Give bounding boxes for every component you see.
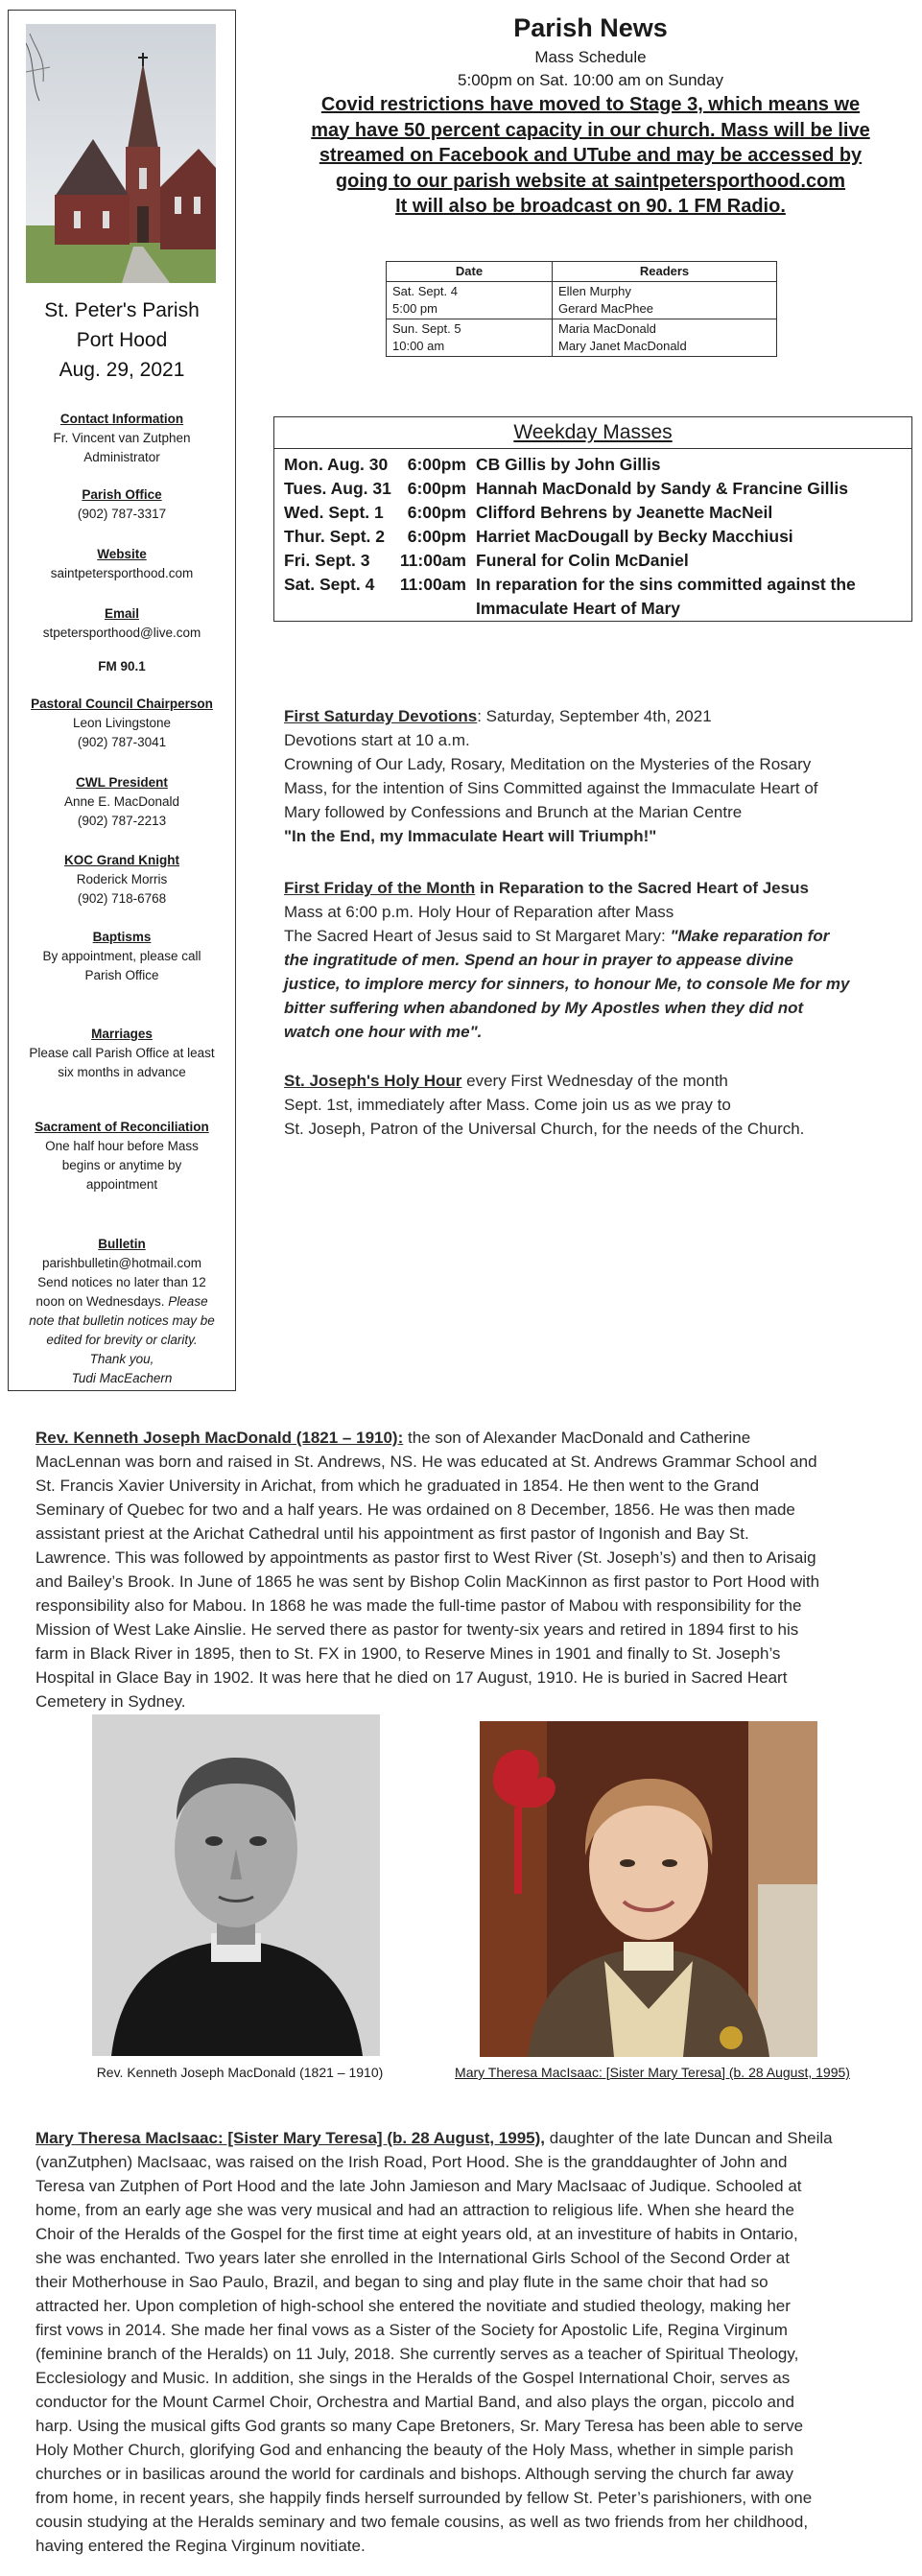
table-cell-readers <box>553 319 777 357</box>
date-line: Sat. Sept. 4 <box>392 284 458 298</box>
email-heading: Email <box>104 606 140 621</box>
first-friday-quote: bitter suffering when abandoned by My Apostles when they did not <box>284 999 804 1017</box>
first-friday-line: The Sacred Heart of Jesus said to St Margaret Mary: <box>284 927 671 945</box>
koc-heading: KOC Grand Knight <box>64 853 179 867</box>
bulletin-line: Send notices no later than 12 <box>37 1275 206 1289</box>
first-friday-line: Mass at 6:00 p.m. Holy Hour of Reparation after Mass <box>284 903 674 921</box>
bio-line: assistant priest at the Arichat Cathedral until his appointment as first pastor of Ingonish and Bay St. <box>35 1524 749 1543</box>
macdonald-caption: Rev. Kenneth Joseph MacDonald (1821 – 1910) <box>96 2065 384 2080</box>
readers-table <box>386 261 777 357</box>
mass-day: Sat. Sept. 4 <box>284 575 375 594</box>
bio-line: from home, in recent years, she happily finds herself surrounded by fellow St. Peter’s parishioners, with one <box>35 2489 813 2507</box>
mass-row <box>274 453 911 477</box>
office-heading: Parish Office <box>82 487 162 502</box>
mass-day: Thur. Sept. 2 <box>284 527 386 546</box>
cwl-section <box>9 773 235 831</box>
mass-times: 5:00pm on Sat. 10:00 am on Sunday <box>458 71 723 89</box>
first-saturday-heading-line <box>284 704 898 728</box>
holy-hour-heading: St. Joseph's Holy Hour <box>284 1072 462 1090</box>
first-saturday-line: Mary followed by Confessions and Brunch at the Marian Centre <box>284 803 743 821</box>
first-saturday-line: Mass, for the intention of Sins Committed against the Immaculate Heart of <box>284 779 818 797</box>
bulletin-date: Aug. 29, 2021 <box>59 359 185 381</box>
reconciliation-line: begins or anytime by <box>61 1158 182 1172</box>
bio-line: Mission of West Lake Ainslie. He served there as pastor for twenty-six years and retired in 1894 first to his <box>35 1620 799 1639</box>
first-friday-quote: "Make reparation for <box>670 927 830 945</box>
bio-line: responsibility also for Mabou. In 1868 he was made the full-time pastor of Mabou with responsibility for the <box>35 1596 802 1615</box>
macisaac-caption: Mary Theresa MacIsaac: [Sister Mary Teresa] (b. 28 August, 1995) <box>455 2065 850 2080</box>
mass-intention: CB Gillis by John Gillis <box>476 455 661 474</box>
mass-time: 11:00am <box>399 551 466 570</box>
mass-intention: Clifford Behrens by Jeanette MacNeil <box>476 503 773 522</box>
first-friday-quote: the ingratitude of men. Spend an hour in prayer to appease divine <box>284 951 793 969</box>
koc-name: Roderick Morris <box>76 872 168 886</box>
bio-line: Lawrence. This was followed by appointments as pastor first to West River (St. Joseph’s) and then to Arisaig <box>35 1548 816 1567</box>
cwl-phone: (902) 787-2213 <box>77 814 167 828</box>
covid-line: It will also be broadcast on 90. 1 FM Radio. <box>395 196 786 217</box>
mass-intention: Immaculate Heart of Mary <box>476 599 680 618</box>
pastoral-name: Leon Livingstone <box>72 716 172 730</box>
table-row <box>387 282 777 319</box>
cwl-name: Anne E. MacDonald <box>63 794 180 809</box>
parish-name: St. Peter's Parish <box>44 299 200 321</box>
macdonald-bio <box>35 1426 904 1713</box>
weekday-masses-title: Weekday Masses <box>274 417 911 449</box>
contact-heading: Contact Information <box>59 412 184 426</box>
bio-line: Seminary of Quebec for two and a half years. He was ordained on 8 December, 1856. He was then made <box>35 1501 795 1519</box>
reconciliation-heading: Sacrament of Reconciliation <box>35 1120 209 1134</box>
bio-line: attracted her. Upon completion of high-school she entered the novitiate and studied theology, making her <box>35 2297 791 2315</box>
first-friday-quote: watch one hour with me". <box>284 1023 483 1041</box>
website-url[interactable]: saintpetersporthood.com <box>50 566 194 580</box>
mass-row <box>274 597 911 621</box>
covid-line: going to our parish website at saintpetersporthood.com <box>335 170 846 192</box>
bulletin-note: Please <box>168 1294 208 1309</box>
macisaac-portrait <box>480 1721 817 2057</box>
bio-line: St. Francis Xavier University in Arichat, from which he graduated in 1854. He then went to the Grand <box>35 1477 760 1495</box>
mass-row <box>274 501 911 525</box>
baptisms-line: Parish Office <box>84 968 159 982</box>
mass-time: 6:00pm <box>407 503 466 522</box>
mass-row <box>274 477 911 501</box>
first-saturday-line: Crowning of Our Lady, Rosary, Meditation on the Mysteries of the Rosary <box>284 755 812 773</box>
bio-line: churches or in basilicas around the world for cardinals and bishops. Although serving the church far away <box>35 2465 793 2483</box>
mass-intention: Harriet MacDougall by Becky Macchiusi <box>476 527 793 546</box>
bio-line: and Bailey’s Brook. In June of 1865 he was sent by Bishop Colin MacKinnon as first pastor to Port Hood with <box>35 1572 820 1591</box>
bio-line: Teresa van Zutphen of Port Hood and the late John Jamieson and Mary MacIsaac of Judique. Schooled at <box>35 2177 802 2195</box>
mass-row <box>274 549 911 573</box>
mass-time: 6:00pm <box>407 455 466 474</box>
marriages-section <box>9 1025 235 1082</box>
bulletin-line-mixed <box>9 1292 235 1312</box>
holy-hour-line: St. Joseph, Patron of the Universal Church, for the needs of the Church. <box>284 1120 805 1138</box>
contact-section <box>9 410 235 467</box>
email-section <box>9 604 235 643</box>
bio-line: (feminine branch of the Heralds) on 11 July, 2018. She currently serves as a teacher of Spiritual Theology, <box>35 2345 799 2363</box>
bulletin-note: note that bulletin notices may be <box>29 1313 215 1328</box>
bulletin-section <box>9 1235 235 1388</box>
covid-line: streamed on Facebook and UTube and may be accessed by <box>319 145 863 166</box>
bulletin-note: Thank you, <box>89 1352 154 1366</box>
first-friday-line-mixed <box>284 924 898 948</box>
bio-line: their Motherhouse in Sao Paulo, Brazil, and began to sing and play flute in the same choir that had so <box>35 2273 768 2291</box>
bulletin-heading: Bulletin <box>98 1237 146 1251</box>
pastoral-heading: Pastoral Council Chairperson <box>31 697 213 711</box>
reader-name: Ellen Murphy <box>558 284 631 298</box>
bio-line: Hospital in Glace Bay in 1902. It was here that he died on 17 August, 1910. He is buried in Sacred Heart <box>35 1668 788 1687</box>
office-section <box>9 485 235 524</box>
bulletin-email[interactable]: parishbulletin@hotmail.com <box>41 1256 202 1270</box>
bio-line: (vanZutphen) MacIsaac, was raised on the Irish Road, Port Hood. She is the granddaughter of John and <box>35 2153 788 2171</box>
bio-line: home, from an early age she was very musical and had an attraction to religious life. When she heard the <box>35 2201 794 2219</box>
covid-line: Covid restrictions have moved to Stage 3, which means we <box>320 94 861 115</box>
baptisms-section <box>9 928 235 985</box>
bulletin-note: edited for brevity or clarity. <box>46 1333 198 1347</box>
bio-line: Choir of the Heralds of the Gospel for the first time at eight years old, at an investiture of habits in Ontario, <box>35 2225 798 2243</box>
bulletin-line: noon on Wednesdays. <box>35 1294 165 1309</box>
marriages-heading: Marriages <box>91 1027 153 1041</box>
website-section <box>9 545 235 583</box>
reader-name: Maria MacDonald <box>558 321 656 336</box>
first-friday-heading-rest: in Reparation to the Sacred Heart of Jesus <box>475 879 809 897</box>
parish-town: Port Hood <box>76 329 168 351</box>
bio-line: conductor for the Mount Carmel Choir, Orchestra and Martial Band, and also plays the organ, piccolo and <box>35 2393 794 2411</box>
first-saturday-date: : Saturday, September 4th, 2021 <box>477 707 712 725</box>
mass-day: Mon. Aug. 30 <box>284 455 389 474</box>
holy-hour-heading-rest: every First Wednesday of the month <box>461 1072 728 1090</box>
first-saturday-section <box>284 704 898 848</box>
table-cell-readers <box>553 282 777 319</box>
first-friday-section <box>284 876 898 1044</box>
holy-hour-section <box>284 1069 898 1141</box>
bio-line: first vows in 2014. She made her final vows as a Sister of the Society for Apostolic Life, Regina Virginum <box>35 2321 788 2339</box>
table-row <box>387 319 777 357</box>
first-friday-quote: justice, to implore mercy for sinners, to honour Me, to console Me for my <box>284 975 850 993</box>
office-phone: (902) 787-3317 <box>77 507 167 521</box>
pastoral-phone: (902) 787-3041 <box>77 735 167 749</box>
bulletin-signature: Tudi MacEachern <box>71 1371 173 1385</box>
page-title: Parish News <box>513 13 668 42</box>
mass-day: Tues. Aug. 31 <box>284 479 391 498</box>
bio-line: Ecclesiology and Music. In addition, she sings in the Heralds of the Gospel International Choir, serves as <box>35 2369 791 2387</box>
mass-intention: Hannah MacDonald by Sandy & Francine Gillis <box>476 479 848 498</box>
mass-day: Wed. Sept. 1 <box>284 503 384 522</box>
macdonald-portrait <box>92 1714 380 2056</box>
bio-line: the son of Alexander MacDonald and Catherine <box>403 1429 751 1447</box>
bio-line: having entered the Regina Virginum novitiate. <box>35 2537 366 2555</box>
bio-line: daughter of the late Duncan and Sheila <box>545 2129 833 2147</box>
reconciliation-line: One half hour before Mass <box>45 1139 199 1153</box>
table-cell-date <box>387 282 553 319</box>
pastoral-section <box>9 695 235 752</box>
holy-hour-line: Sept. 1st, immediately after Mass. Come join us as we pray to <box>284 1096 731 1114</box>
bio-line: farm in Black River in 1895, then to St. FX in 1900, to Reserve Mines in 1901 and finally to St. Joseph’s <box>35 1644 781 1663</box>
macdonald-name: Rev. Kenneth Joseph MacDonald (1821 – 1910): <box>35 1429 404 1447</box>
bio-line: she was enchanted. Two years later she enrolled in the International Girls School of the Second Order at <box>35 2249 790 2267</box>
baptisms-line: By appointment, please call <box>42 949 201 963</box>
mass-row <box>274 573 911 597</box>
koc-section <box>9 851 235 909</box>
first-friday-heading-line <box>284 876 898 900</box>
macisaac-name: Mary Theresa MacIsaac: [Sister Mary Teresa] (b. 28 August, 1995), <box>35 2129 546 2147</box>
column-header: Date <box>387 262 553 282</box>
mass-time: 6:00pm <box>407 479 466 498</box>
contact-line: Administrator <box>83 450 160 464</box>
sidebar <box>8 10 236 1391</box>
koc-phone: (902) 718-6768 <box>77 891 167 906</box>
covid-notice <box>267 92 914 220</box>
first-saturday-quote: "In the End, my Immaculate Heart will Triumph!" <box>284 827 657 845</box>
macisaac-bio <box>35 2126 904 2558</box>
church-photo <box>26 24 216 283</box>
covid-line: may have 50 percent capacity in our church. Mass will be live <box>311 119 870 141</box>
mass-schedule-label: Mass Schedule <box>534 48 647 66</box>
bio-first-line <box>35 2126 904 2150</box>
reader-name: Mary Janet MacDonald <box>558 339 687 353</box>
marriages-line: six months in advance <box>58 1065 186 1079</box>
weekday-masses-box <box>273 416 912 622</box>
bio-first-line <box>35 1426 904 1450</box>
holy-hour-heading-line <box>284 1069 898 1093</box>
table-cell-date <box>387 319 553 357</box>
reconciliation-section <box>9 1118 235 1194</box>
cwl-heading: CWL President <box>76 775 168 790</box>
reconciliation-line: appointment <box>85 1177 158 1192</box>
mass-time: 11:00am <box>399 575 466 594</box>
mass-intention: In reparation for the sins committed against the <box>476 575 856 594</box>
website-heading: Website <box>97 547 147 561</box>
weekday-list <box>274 449 911 621</box>
mass-day: Fri. Sept. 3 <box>284 551 370 570</box>
reader-name: Gerard MacPhee <box>558 301 653 316</box>
date-line: 10:00 am <box>392 339 445 353</box>
bio-line: Holy Mother Church, glorifying God and enhancing the beauty of the Holy Mass, whether in simple parish <box>35 2441 793 2459</box>
email-address[interactable]: stpetersporthood@live.com <box>42 626 201 640</box>
mass-row <box>274 525 911 549</box>
mass-time: 6:00pm <box>407 527 466 546</box>
table-header-row <box>387 262 777 282</box>
radio-frequency: FM 90.1 <box>98 659 146 674</box>
baptisms-heading: Baptisms <box>92 930 152 944</box>
first-friday-heading: First Friday of the Month <box>284 879 476 897</box>
marriages-line: Please call Parish Office at least <box>29 1046 215 1060</box>
bio-line: Cemetery in Sydney. <box>35 1692 186 1711</box>
date-line: Sun. Sept. 5 <box>392 321 461 336</box>
bio-line: cousin studying at the Heralds seminary and two female cousins, as well as two friends from her childhood, <box>35 2513 809 2531</box>
bio-line: harp. Using the musical gifts God grants so many Cape Bretoners, Sr. Mary Teresa has been able to serve <box>35 2417 804 2435</box>
first-saturday-heading: First Saturday Devotions <box>284 707 478 725</box>
column-header: Readers <box>553 262 777 282</box>
date-line: 5:00 pm <box>392 301 437 316</box>
mass-intention: Funeral for Colin McDaniel <box>476 551 689 570</box>
bio-line: MacLennan was born and raised in St. Andrews, NS. He was educated at St. Andrews Grammar School and <box>35 1453 817 1471</box>
first-saturday-line: Devotions start at 10 a.m. <box>284 731 470 749</box>
contact-line: Fr. Vincent van Zutphen <box>53 431 191 445</box>
